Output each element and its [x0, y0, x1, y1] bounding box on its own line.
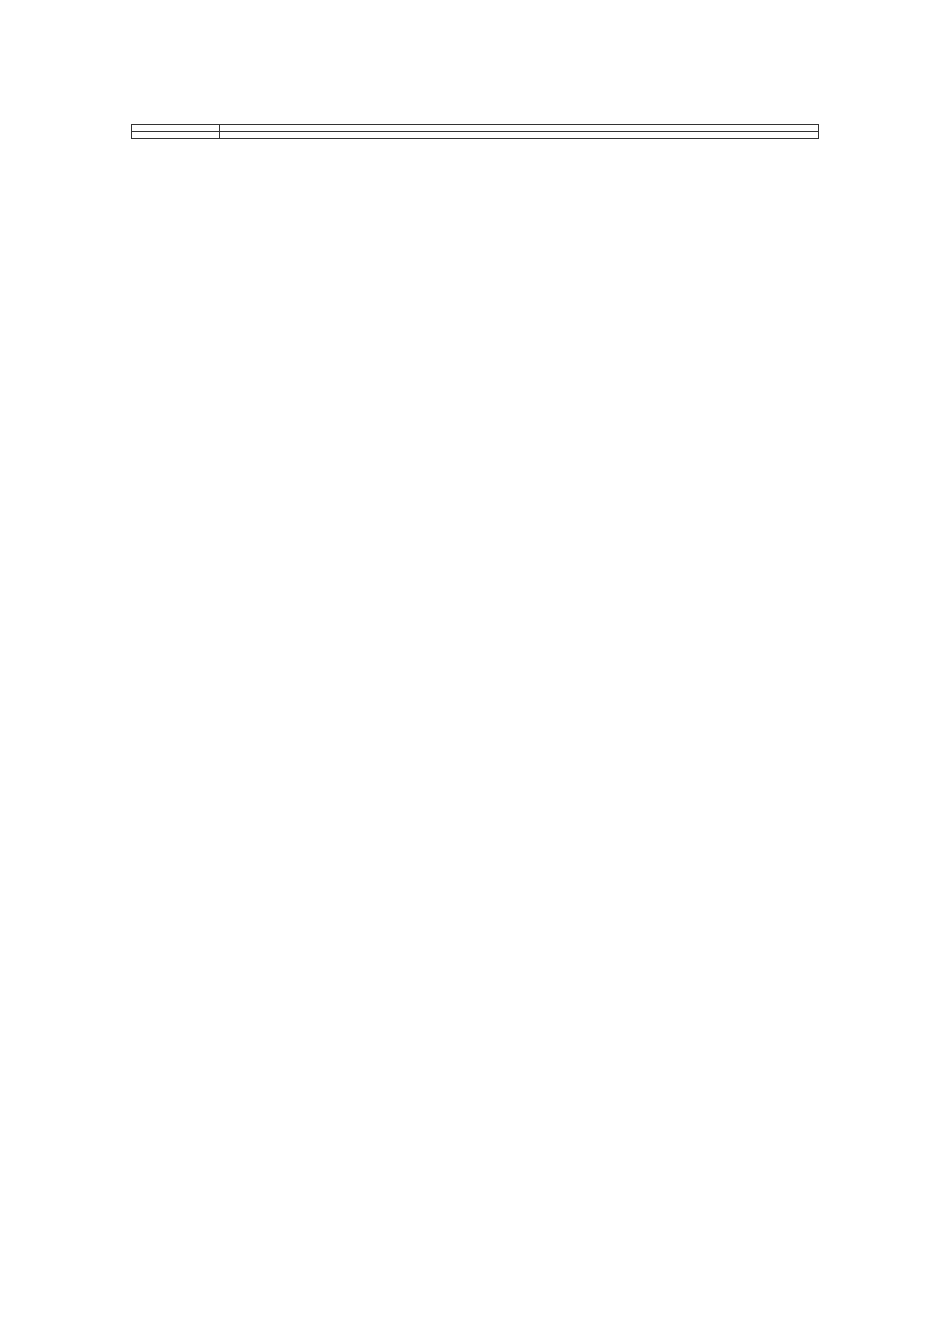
continued-words-row	[132, 125, 819, 132]
continued-words-cell	[220, 125, 819, 132]
extended-words-row	[132, 132, 819, 139]
vocabulary-table	[131, 124, 819, 139]
extended-words-cell	[220, 132, 819, 139]
empty-label-cell	[132, 125, 220, 132]
section-label	[132, 132, 220, 139]
